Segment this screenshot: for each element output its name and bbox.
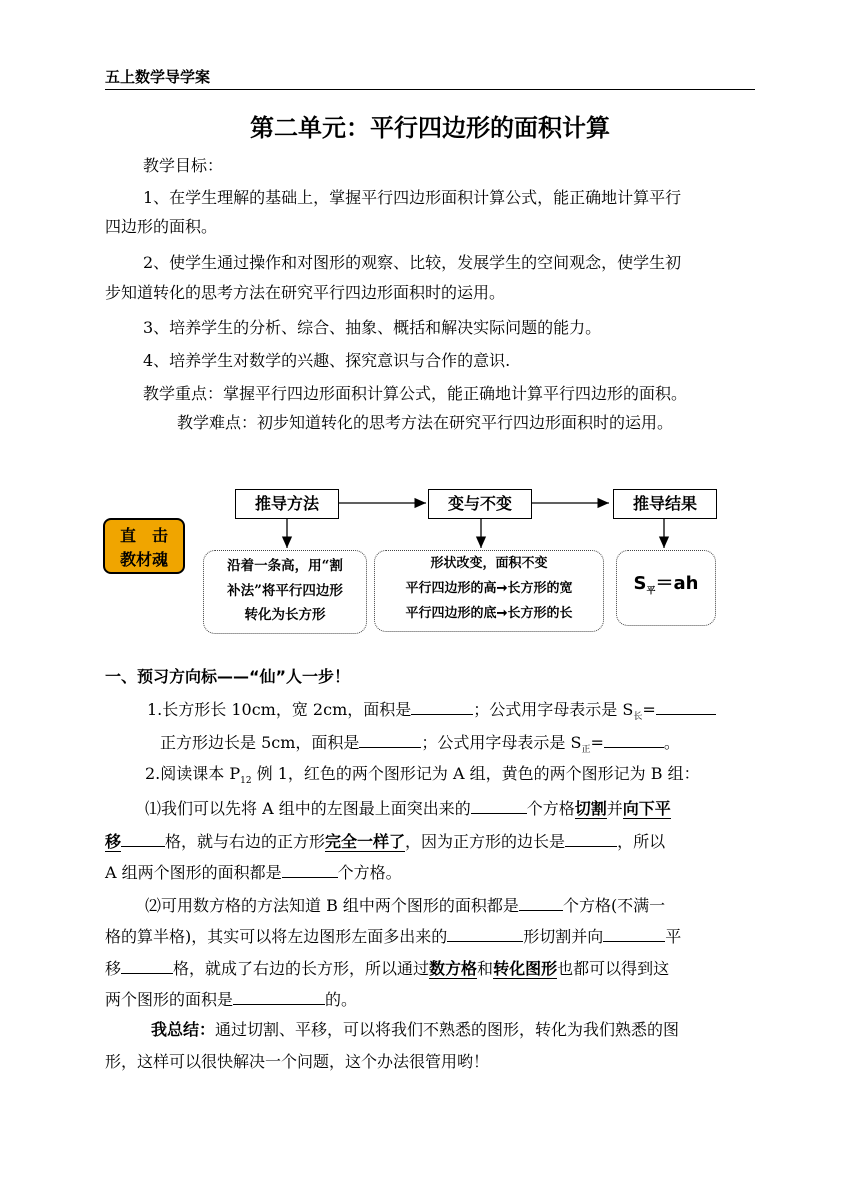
- desc-line: 形状改变，面积不变: [430, 556, 548, 571]
- q2-line1: [145, 764, 700, 791]
- section-title: 一、预习方向标——“仙”人一步！: [105, 667, 351, 686]
- text: 的。: [325, 990, 358, 1009]
- summary-line1: [151, 1020, 679, 1040]
- text: 格，就成了右边的长方形，所以通过: [173, 959, 430, 978]
- q1-line2: [160, 731, 680, 760]
- subscript: 长: [633, 712, 643, 723]
- q1-line1: [147, 698, 716, 727]
- text: ⑵可用数方格的方法知道 B 组中两个图形的面积都是: [145, 896, 519, 915]
- text: ；公式用字母表示是 S: [473, 700, 634, 719]
- text: 平: [665, 927, 682, 946]
- emphasis: 数方格: [429, 959, 478, 978]
- desc-change: [374, 550, 604, 632]
- q2b-line2: [105, 925, 681, 947]
- formula-rest: ＝ah: [655, 573, 699, 594]
- answer-blank[interactable]: [121, 957, 173, 974]
- answer-blank[interactable]: [471, 797, 527, 814]
- objective-line: 4、培养学生对数学的兴趣、探究意识与合作的意识.: [143, 351, 511, 370]
- badge-line: 直 击: [119, 526, 168, 545]
- subscript: 正: [581, 745, 591, 756]
- text: A 组两个图形的面积都是: [105, 863, 282, 882]
- text: ，因为正方形的边长是: [405, 832, 566, 851]
- answer-blank[interactable]: [233, 988, 325, 1005]
- text: 2.阅读课本 P: [145, 764, 241, 783]
- objective-line: 3、培养学生的分析、综合、抽象、概括和解决实际问题的能力。: [143, 318, 602, 337]
- formula-s: S: [633, 573, 647, 594]
- text: 移: [105, 959, 122, 978]
- answer-blank[interactable]: [282, 861, 338, 878]
- text: 两个图形的面积是: [105, 990, 234, 1009]
- answer-blank[interactable]: [519, 894, 563, 911]
- q2b-line1: [145, 894, 665, 916]
- text: ；公式用字母表示是 S: [421, 733, 582, 752]
- text: ⑴我们可以先将 A 组中的左图最上面突出来的: [145, 799, 471, 818]
- text: 。: [663, 733, 680, 752]
- desc-line: 转化为长方形: [244, 607, 326, 623]
- text: =: [590, 733, 604, 752]
- text: 也都可以得到这: [557, 959, 670, 978]
- subscript: 12: [240, 776, 252, 787]
- text: 个方格(不满一: [562, 896, 666, 915]
- text: 格的算半格)，其实可以将左边图形左面多出来的: [105, 927, 448, 946]
- text: 格，就与右边的正方形: [165, 832, 326, 851]
- text: 个方格: [526, 799, 575, 818]
- box-method: 推导方法: [235, 489, 339, 519]
- desc-line: 沿着一条高，用“割: [227, 558, 343, 574]
- answer-blank[interactable]: [121, 830, 165, 847]
- text: 正方形边长是 5cm，面积是: [160, 733, 360, 752]
- q2b-line3: [105, 957, 669, 979]
- text: ，所以: [617, 832, 666, 851]
- badge-line: 教材魂: [119, 550, 168, 569]
- text: 1.长方形长 10cm，宽 2cm，面积是: [147, 700, 412, 719]
- text: 并: [606, 799, 623, 818]
- text: 个方格。: [337, 863, 402, 882]
- desc-method: [203, 550, 367, 634]
- emphasis: 完全一样了: [325, 832, 406, 851]
- desc-line: 平行四边形的高➞长方形的宽: [405, 581, 573, 596]
- q2b-line4: [105, 988, 357, 1010]
- text: 例 1，红色的两个图形记为 A 组，黄色的两个图形记为 B 组：: [251, 764, 700, 783]
- formula-sub: 平: [646, 586, 656, 597]
- difficulty: 教学难点：初步知道转化的思考方法在研究平行四边形面积时的运用。: [177, 413, 674, 432]
- text: 和: [477, 959, 494, 978]
- answer-blank[interactable]: [447, 925, 523, 942]
- answer-blank[interactable]: [656, 698, 716, 715]
- q2a-line1: [145, 797, 671, 819]
- key-point: 教学重点：掌握平行四边形面积计算公式，能正确地计算平行四边形的面积。: [143, 384, 688, 403]
- summary-line2: 形，这样可以很快解决一个问题，这个办法很管用哟！: [105, 1052, 490, 1071]
- box-change: 变与不变: [428, 489, 532, 519]
- section-badge: [103, 518, 185, 574]
- objectives-heading: 教学目标：: [143, 156, 224, 175]
- emphasis: 向下平: [622, 799, 671, 818]
- page-title: 第二单元：平行四边形的面积计算: [250, 114, 610, 142]
- text: =: [642, 700, 656, 719]
- q2a-line3: [105, 861, 402, 883]
- answer-blank[interactable]: [359, 731, 421, 748]
- objective-line: 步知道转化的思考方法在研究平行四边形面积时的运用。: [105, 283, 506, 302]
- answer-blank[interactable]: [604, 731, 664, 748]
- objective-line: 四边形的面积。: [105, 217, 218, 236]
- summary-label: 我总结：: [151, 1020, 216, 1039]
- desc-line: 补法”将平行四边形: [227, 583, 343, 599]
- objective-line: 2、使学生通过操作和对图形的观察、比较，发展学生的空间观念，使学生初: [143, 253, 682, 272]
- emphasis: 切割: [574, 799, 607, 818]
- desc-line: 平行四边形的底➞长方形的长: [405, 606, 573, 621]
- objective-line: 1、在学生理解的基础上，掌握平行四边形面积计算公式，能正确地计算平行: [143, 188, 682, 207]
- answer-blank[interactable]: [565, 830, 617, 847]
- answer-blank[interactable]: [603, 925, 665, 942]
- text: 通过切割、平移，可以将我们不熟悉的图形，转化为我们熟悉的图: [215, 1020, 680, 1039]
- box-result: 推导结果: [613, 489, 717, 519]
- emphasis: 转化图形: [493, 959, 558, 978]
- emphasis: 移: [105, 832, 122, 851]
- formula-box: [616, 550, 716, 626]
- answer-blank[interactable]: [411, 698, 473, 715]
- q2a-line2: [105, 830, 665, 852]
- header-label: 五上数学导学案: [105, 68, 211, 86]
- text: 形切割并向: [523, 927, 604, 946]
